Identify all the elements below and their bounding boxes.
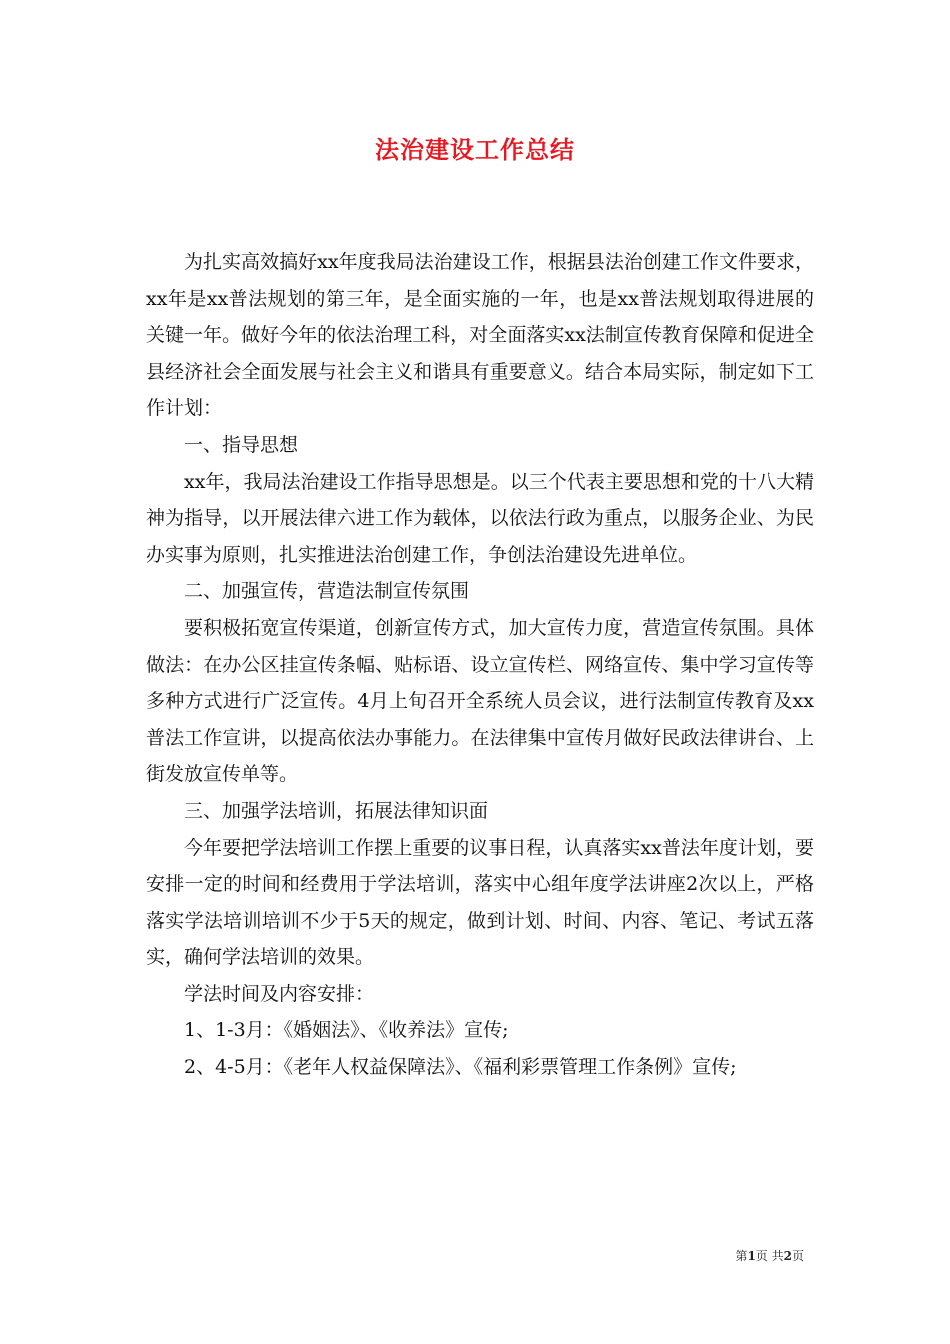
schedule-item-1: 1、1-3月：《婚姻法》、《收养法》宣传;	[184, 1019, 509, 1042]
footer-middle: 页 共	[755, 1249, 784, 1263]
schedule-item-2: 2、4-5月：《老年人权益保障法》、《福利彩票管理工作条例》宣传;	[184, 1056, 737, 1079]
schedule-heading: 学法时间及内容安排：	[184, 982, 375, 1005]
publicity-paragraph: 要积极拓宽宣传渠道，创新宣传方式，加大宣传力度，营造宣传氛围。具体做法：在办公区挂宣传条幅、贴标语、设立宣传栏、网络宣传、集中学习宣传等多种方式进行广泛宣传。4月上旬召开全系统人员会议，进行法制宣传教育及xx普法工作宣讲，以提高依法办事能力。在法律集中宣传月做好民政法律讲台、上街发放宣传单等。	[146, 616, 814, 786]
guiding-ideology-paragraph: xx年，我局法治建设工作指导思想是。以三个代表主要思想和党的十八大精神为指导，以开展法律六进工作为载体，以依法行政为重点，以服务企业、为民办实事为原则，扎实推进法治创建工作，争创法治建设先进单位。	[146, 470, 814, 566]
page-number-footer	[735, 1248, 804, 1264]
training-paragraph: 今年要把学法培训工作摆上重要的议事日程，认真落实xx普法年度计划，要安排一定的时间和经费用于学法培训，落实中心组年度学法讲座2次以上，严格落实学法培训培训不少于5天的规定，做到计划、时间、内容、笔记、考试五落实，确何学法培训的效果。	[146, 836, 814, 969]
section-heading-guiding-ideology: 一、指导思想	[184, 433, 299, 456]
footer-suffix: 页	[791, 1249, 804, 1263]
document-title: 法治建设工作总结	[375, 135, 575, 164]
footer-prefix: 第	[735, 1249, 748, 1263]
intro-paragraph: 为扎实高效搞好xx年度我局法治建设工作，根据县法治创建工作文件要求，xx年是xx普法规划的第三年，是全面实施的一年，也是xx普法规划取得进展的关键一年。做好今年的依法治理工科，对全面落实xx法制宣传教育保障和促进全县经济社会全面发展与社会主义和谐具有重要意义。结合本局实际，制定如下工作计划：	[146, 251, 814, 420]
footer-current-page: 1	[747, 1249, 756, 1263]
section-heading-publicity: 二、加强宣传，营造法制宣传氛围	[184, 580, 470, 603]
section-heading-training: 三、加强学法培训，拓展法律知识面	[184, 799, 489, 822]
footer-total-pages: 2	[783, 1249, 792, 1263]
document-body	[146, 244, 814, 1086]
